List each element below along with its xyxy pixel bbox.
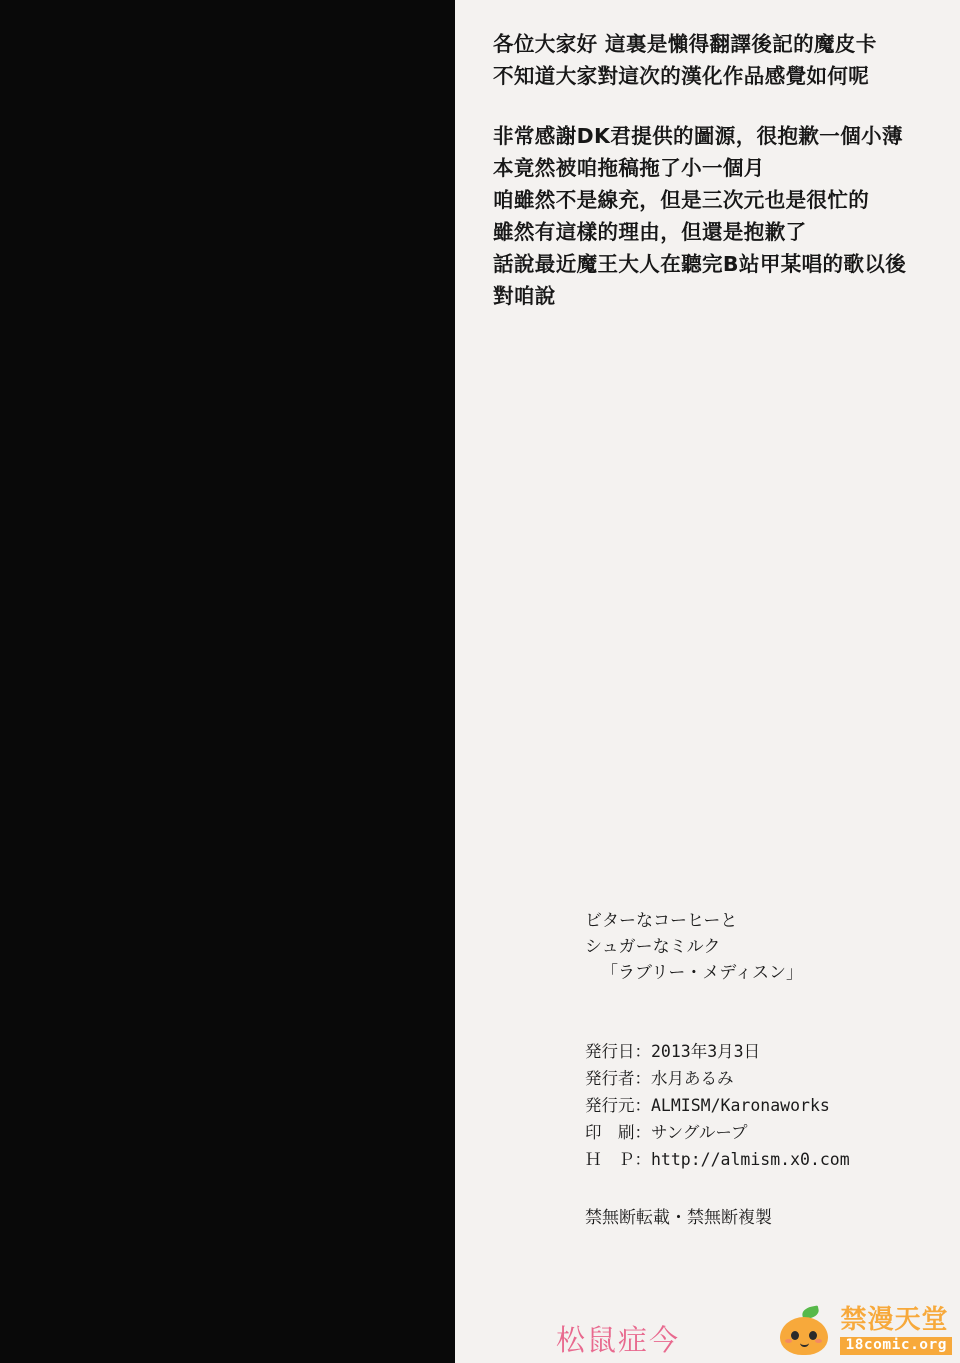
imprint-publish-date: 発行日：2013年3月3日 bbox=[585, 1042, 761, 1061]
note-line: 各位大家好 這裏是懶得翻譯後記的魔皮卡 bbox=[493, 32, 877, 56]
site-logo[interactable] bbox=[776, 1305, 952, 1357]
imprint-printer: 印 刷：サングループ bbox=[585, 1123, 748, 1142]
note-line: 不知道大家對這次的漢化作品感覺如何呢 bbox=[493, 64, 870, 88]
colophon-rights: 禁無断転載・禁無断複製 bbox=[585, 1208, 772, 1228]
note-line: 非常感謝DK君提供的圖源，很抱歉一個小薄 bbox=[493, 124, 903, 148]
site-domain: 18comic.org bbox=[840, 1337, 952, 1355]
colophon-title-line: ビターなコーヒーと bbox=[585, 911, 738, 931]
imprint-homepage: Ｈ Ｐ：http://almism.x0.com bbox=[585, 1150, 850, 1169]
translator-note bbox=[493, 28, 933, 312]
note-line: 咱雖然不是線充，但是三次元也是很忙的 bbox=[493, 188, 870, 212]
orange-mascot-icon bbox=[776, 1305, 832, 1357]
colophon-imprint bbox=[585, 1038, 935, 1173]
pink-watermark-text: 松鼠症今 bbox=[556, 1323, 681, 1357]
note-line: 話說最近魔王大人在聽完B站甲某唱的歌以後 bbox=[493, 252, 907, 276]
note-line: 雖然有這樣的理由，但還是抱歉了 bbox=[493, 220, 807, 244]
colophon-title bbox=[585, 908, 935, 986]
site-logo-text bbox=[840, 1307, 952, 1355]
imprint-author: 発行者：水月あるみ bbox=[585, 1069, 734, 1088]
mascot-body bbox=[780, 1317, 828, 1355]
note-line: 本竟然被咱拖稿拖了小一個月 bbox=[493, 156, 765, 180]
translator-note-paragraph-2 bbox=[493, 120, 933, 312]
translator-note-paragraph-1 bbox=[493, 28, 933, 92]
imprint-publisher: 発行元：ALMISM/Karonaworks bbox=[585, 1096, 830, 1115]
colophon bbox=[585, 908, 935, 1231]
colophon-title-line: 「ラブリー・メディスン」 bbox=[601, 963, 803, 983]
note-line: 對咱說 bbox=[493, 284, 556, 308]
left-black-panel bbox=[0, 0, 455, 1363]
site-name: 禁漫天堂 bbox=[840, 1305, 949, 1336]
colophon-title-line: シュガーなミルク bbox=[585, 937, 721, 957]
